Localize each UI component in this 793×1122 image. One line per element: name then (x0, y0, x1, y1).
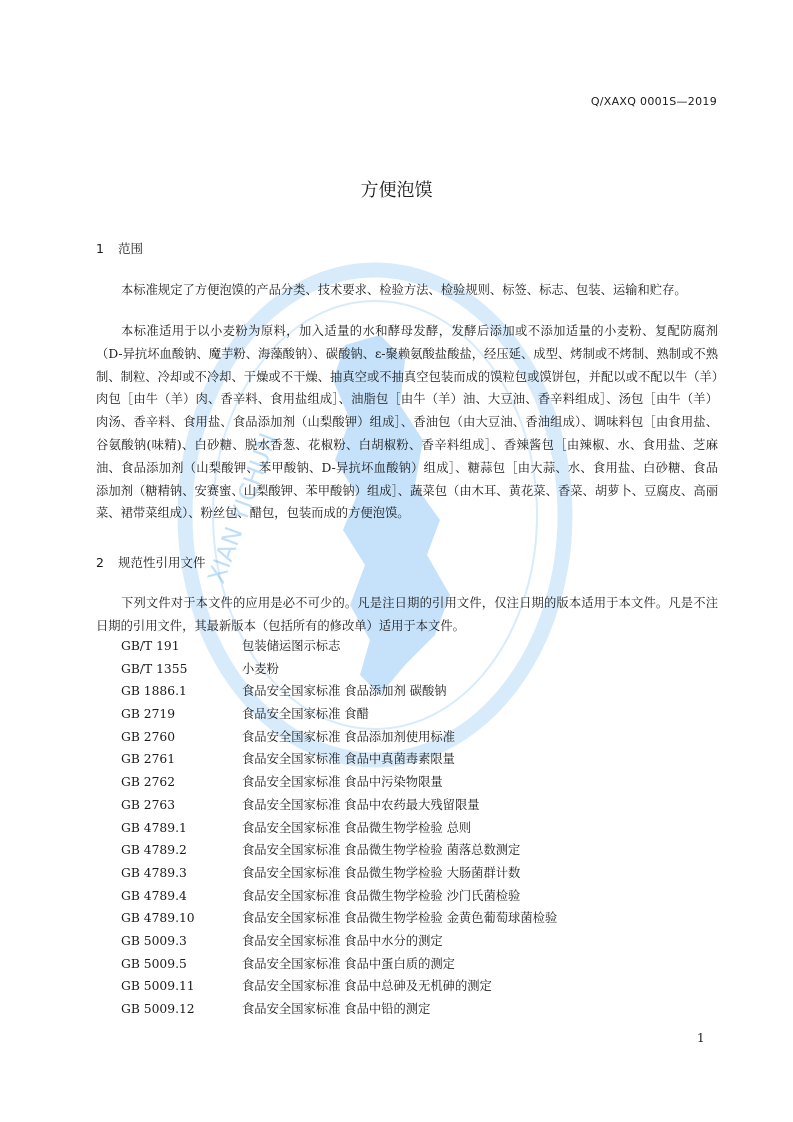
section-title: 规范性引用文件 (118, 555, 206, 570)
reference-title: 食品安全国家标准 食品中铅的测定 (242, 1002, 431, 1016)
reference-row (121, 635, 557, 658)
reference-row (121, 748, 557, 771)
reference-row (121, 817, 557, 840)
reference-title: 食品安全国家标准 食品微生物学检验 菌落总数测定 (242, 843, 521, 858)
reference-code: GB 2763 (121, 797, 176, 812)
reference-code: GB 4789.2 (121, 843, 187, 858)
reference-code: GB 5009.3 (121, 933, 187, 948)
reference-code: GB 2762 (121, 775, 176, 790)
reference-code: GB/T 191 (121, 639, 180, 653)
reference-code: GB 2761 (121, 752, 176, 767)
reference-title: 食品安全国家标准 食品微生物学检验 沙门氏菌检验 (242, 888, 521, 903)
reference-code: GB 5009.5 (121, 956, 187, 971)
reference-title: 食品安全国家标准 食醋 (242, 707, 369, 722)
reference-title: 食品安全国家标准 食品微生物学检验 大肠菌群计数 (242, 865, 521, 880)
reference-row (121, 839, 557, 862)
reference-code: GB 5009.11 (121, 979, 195, 994)
reference-title: 食品安全国家标准 食品中真菌毒素限量 (242, 752, 455, 767)
document-title: 方便泡馍 (360, 180, 433, 201)
reference-row (121, 726, 557, 749)
reference-row (121, 680, 557, 703)
reference-row (121, 794, 557, 817)
reference-code: GB 4789.1 (121, 820, 187, 835)
reference-title: 小麦粉 (242, 661, 279, 676)
reference-row (121, 998, 557, 1021)
reference-code: GB 5009.12 (121, 1002, 195, 1016)
scope-paragraph-1: 本标准规定了方便泡馍的产品分类、技术要求、检验方法、检验规则、标签、标志、包装、运输和贮存。 (121, 283, 687, 297)
section-number: 2 (96, 555, 104, 570)
section-title: 范围 (118, 241, 144, 256)
reference-title: 食品安全国家标准 食品中蛋白质的测定 (242, 956, 455, 971)
reference-code: GB 4789.3 (121, 865, 187, 880)
reference-row (121, 771, 557, 794)
reference-code: GB 4789.4 (121, 888, 187, 903)
reference-row (121, 975, 557, 998)
reference-title: 包装储运图示标志 (242, 639, 341, 653)
reference-title: 食品安全国家标准 食品中总砷及无机砷的测定 (242, 979, 492, 994)
references-intro: 下列文件对于本文件的应用是必不可少的。凡是注日期的引用文件，仅注日期的版本适用于本文件。凡是不注日期的引用文件，其最新版本（包括所有的修改单）适用于本文件。 (96, 596, 718, 633)
reference-row (121, 953, 557, 976)
section-heading-references (96, 553, 206, 571)
reference-title: 食品安全国家标准 食品中农药最大残留限量 (242, 797, 480, 812)
reference-row (121, 703, 557, 726)
reference-row (121, 930, 557, 953)
reference-title: 食品安全国家标准 食品微生物学检验 总则 (242, 820, 472, 835)
reference-title: 食品安全国家标准 食品添加剂使用标准 (242, 729, 455, 744)
reference-code: GB 2760 (121, 729, 176, 744)
reference-code: GB 2719 (121, 707, 176, 722)
reference-title: 食品安全国家标准 食品添加剂 碳酸钠 (242, 684, 447, 699)
reference-row (121, 907, 557, 930)
standard-number: Q/XAXQ 0001S—2019 (590, 95, 717, 108)
reference-list (121, 635, 557, 1021)
reference-code: GB 1886.1 (121, 684, 187, 699)
svg-text:XIAN YICHUN: XIAN YICHUN (202, 429, 283, 588)
page-number: 1 (697, 1031, 705, 1045)
reference-code: GB/T 1355 (121, 661, 188, 676)
reference-title: 食品安全国家标准 食品中污染物限量 (242, 775, 443, 790)
reference-title: 食品安全国家标准 食品中水分的测定 (242, 933, 443, 948)
section-number: 1 (96, 241, 104, 256)
reference-code: GB 4789.10 (121, 911, 195, 926)
scope-paragraph-2: 本标准适用于以小麦粉为原料，加入适量的水和酵母发酵，发酵后添加或不添加适量的小麦粉、复配防腐剂（D-异抗坏血酸钠、魔芋粉、海藻酸钠）、碳酸钠、ε-聚赖氨酸盐酸盐，经压延、成型、烤制或不烤制、熟制或不熟制、制粒、冷却或不冷却、干燥或不干燥、抽真空或不抽真空包装而成的馍粒包或馍饼包，并配以或不配以牛（羊）肉包［由牛（羊）肉、香辛料、食用盐组成］、油脂包［由牛（羊）油、大豆油、香辛料组成］、汤包［由牛（羊）肉汤、香辛料、食用盐、食品添加剂（山梨酸钾）组成］、香油包（由大豆油、香油组成）、调味料包［由食用盐、谷氨酸钠(味精)、白砂糖、脱水香葱、花椒粉、白胡椒粉、香辛料组成］、香辣酱包［由辣椒、水、食用盐、芝麻油、食品添加剂（山梨酸钾、苯甲酸钠、D-异抗坏血酸钠）组成］、糖蒜包［由大蒜、水、食用盐、白砂糖、食品添加剂（糖精钠、安赛蜜、山梨酸钾、苯甲酸钠）组成］、蔬菜包（由木耳、黄花菜、香菜、胡萝卜、豆腐皮、高丽菜、裙带菜组成）、粉丝包、醋包，包装而成的方便泡馍。 (96, 324, 718, 521)
reference-row (121, 862, 557, 885)
reference-title: 食品安全国家标准 食品微生物学检验 金黄色葡萄球菌检验 (242, 911, 558, 926)
reference-row (121, 658, 557, 681)
reference-row (121, 885, 557, 908)
section-heading-scope (96, 239, 143, 257)
